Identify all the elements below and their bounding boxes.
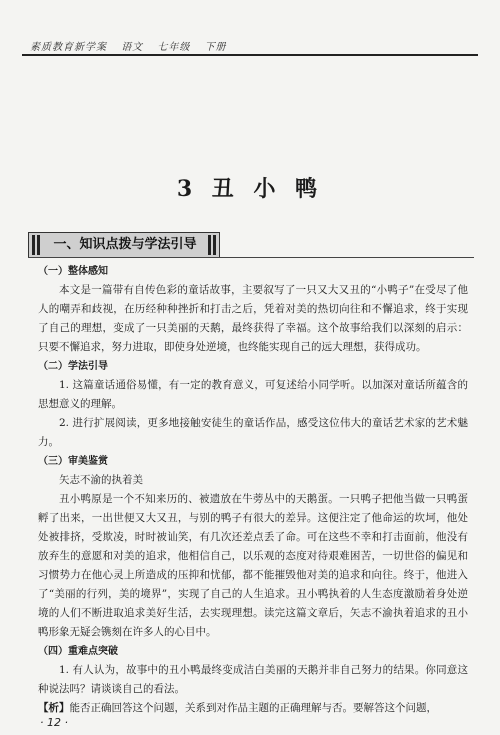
subsection-heading: （三）审美鉴赏	[38, 456, 108, 467]
running-head-grade: 七年级	[157, 42, 191, 53]
main-content	[38, 262, 468, 718]
subsection-heading: （四）重难点突破	[38, 646, 118, 657]
running-head-series: 素质教育新学案	[30, 42, 107, 53]
section-rule	[28, 257, 474, 258]
question: 1. 有人认为，故事中的丑小鸭最终变成洁白美丽的天鹅并非自己努力的结果。你同意这种说法吗？请谈谈自己的看法。	[38, 664, 468, 695]
list-item: 1. 这篇童话通俗易懂，有一定的教育意义，可复述给小同学听。以加深对童话所蕴含的思想意义的理解。	[38, 379, 468, 410]
subsection-heading: （一）整体感知	[38, 266, 108, 277]
paragraph: 丑小鸭原是一个不知来历的、被遗放在牛蒡丛中的天鹅蛋。一只鸭子把他当做一只鸭蛋孵了出来，一出世便又大又丑，与别的鸭子有很大的差异。这便注定了他命运的坎坷，他处处被排挤，受欺凌，时时被讪笑，有几次还差点丢了命。可在这些不幸和打击面前，他没有放弃生的意愿和对美的追求，他相信自己，以乐观的态度对待艰难困苦，一切世俗的偏见和习惯势力在他心灵上所造成的压抑和忧郁，都不能摧毁他对美的追求和向往。终于，他进入了“美丽的行列，美的境界”，实现了自己的人生追求。丑小鸭执着的人生态度激励着身处逆境的人们不断进取追求美好生活，去实现理想。读完这篇文章后，矢志不渝执着追求的丑小鸭形象无疑会镌刻在许多人的心目中。	[38, 493, 468, 638]
running-head-subject: 语文	[121, 42, 144, 53]
section-heading: 一、知识点拨与学法引导	[53, 237, 197, 252]
banner-bar-decoration	[213, 235, 216, 255]
running-head	[30, 38, 237, 53]
analysis-tag: 【析】	[38, 702, 70, 714]
subsection-heading: （二）学法引导	[38, 361, 108, 372]
banner-bar-decoration	[37, 235, 40, 255]
header-rule	[22, 54, 478, 56]
banner-bar-decoration	[208, 235, 211, 255]
subsection-subtitle: 矢志不渝的执着美	[59, 474, 143, 486]
chapter-title: 3 丑 小 鸭	[176, 176, 324, 202]
running-head-volume: 下册	[204, 42, 227, 53]
banner-bar-decoration	[32, 235, 35, 255]
list-item: 2. 进行扩展阅读，更多地接触安徒生的童话作品，感受这位伟大的童话艺术家的艺术魅力。	[38, 417, 468, 448]
page-number: · 12 ·	[40, 716, 68, 729]
analysis-text: 能否正确回答这个问题，关系到对作品主题的正确理解与否。要解答这个问题，	[69, 702, 437, 714]
analysis	[38, 699, 468, 718]
paragraph: 本文是一篇带有自传色彩的童话故事，主要叙写了一只又大又丑的“小鸭子”在受尽了他人的嘲弄和歧视，在历经种种挫折和打击之后，凭着对美的热切向往和不懈追求，终于实现了自己的理想，变成了一只美丽的天鹅，最终获得了幸福。这个故事给我们以深刻的启示：只要不懈追求，努力进取，即使身处逆境，也终能实现自己的远大理想，获得成功。	[38, 284, 468, 353]
section-banner	[28, 232, 220, 258]
